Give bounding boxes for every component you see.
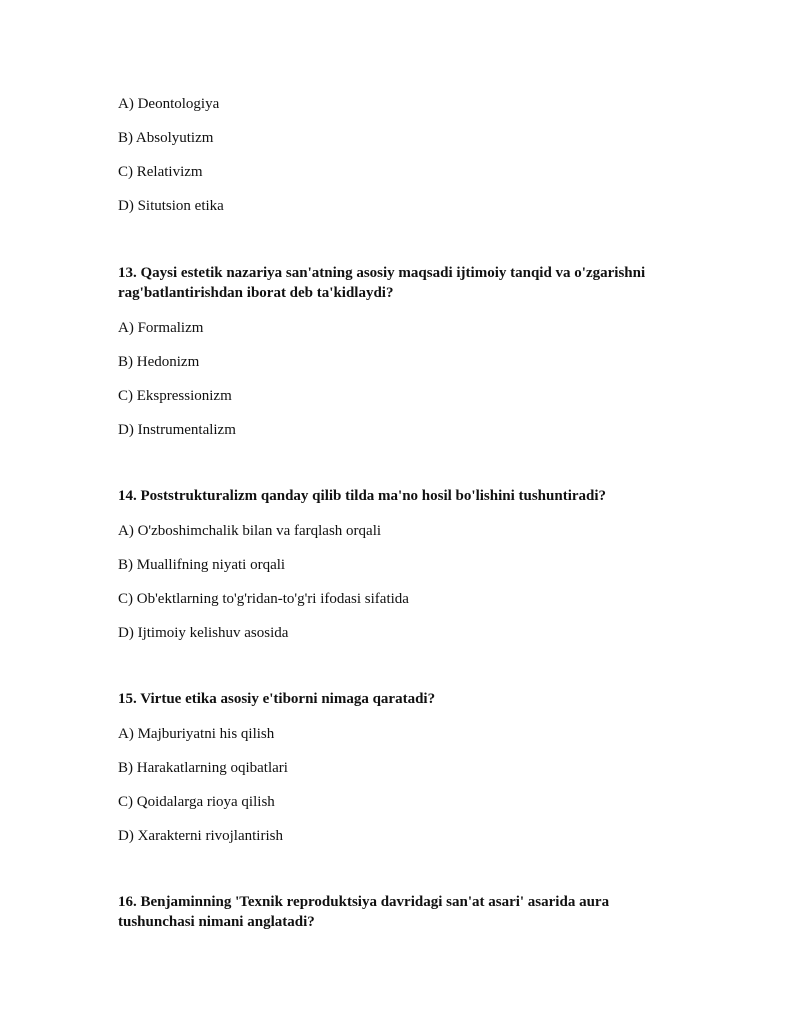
question-14: 14. Poststrukturalizm qanday qilib tilda ma'no hosil bo'lishini tushuntiradi?	[118, 488, 607, 504]
q14-option-b: B) Muallifning niyati orqali	[118, 557, 286, 573]
option-c: C) Relativizm	[118, 164, 203, 180]
question-15: 15. Virtue etika asosiy e'tiborni nimaga qaratadi?	[118, 691, 436, 707]
q15-option-c: C) Qoidalarga rioya qilish	[118, 794, 275, 810]
q13-option-d: D) Instrumentalizm	[118, 422, 236, 438]
q13-option-a: A) Formalizm	[118, 320, 204, 336]
q14-option-a: A) O'zboshimchalik bilan va farqlash orqali	[118, 523, 382, 539]
question-13: 13. Qaysi estetik nazariya san'atning asosiy maqsadi ijtimoiy tanqid va o'zgarishni rag'batlantirishdan iborat deb ta'kidlaydi?	[118, 265, 646, 301]
q14-option-d: D) Ijtimoiy kelishuv asosida	[118, 625, 289, 641]
option-b: B) Absolyutizm	[118, 130, 214, 146]
option-d: D) Situtsion etika	[118, 198, 224, 214]
q13-option-b: B) Hedonizm	[118, 354, 200, 370]
q15-option-d: D) Xarakterni rivojlantirish	[118, 828, 283, 844]
q15-option-b: B) Harakatlarning oqibatlari	[118, 760, 288, 776]
q13-option-c: C) Ekspressionizm	[118, 388, 232, 404]
q14-option-c: C) Ob'ektlarning to'g'ridan-to'g'ri ifodasi sifatida	[118, 591, 409, 607]
q15-option-a: A) Majburiyatni his qilish	[118, 726, 275, 742]
option-a: A) Deontologiya	[118, 96, 220, 112]
question-16: 16. Benjaminning 'Texnik reproduktsiya davridagi san'at asari' asarida aura tushunchasi nimani anglatadi?	[118, 894, 610, 930]
